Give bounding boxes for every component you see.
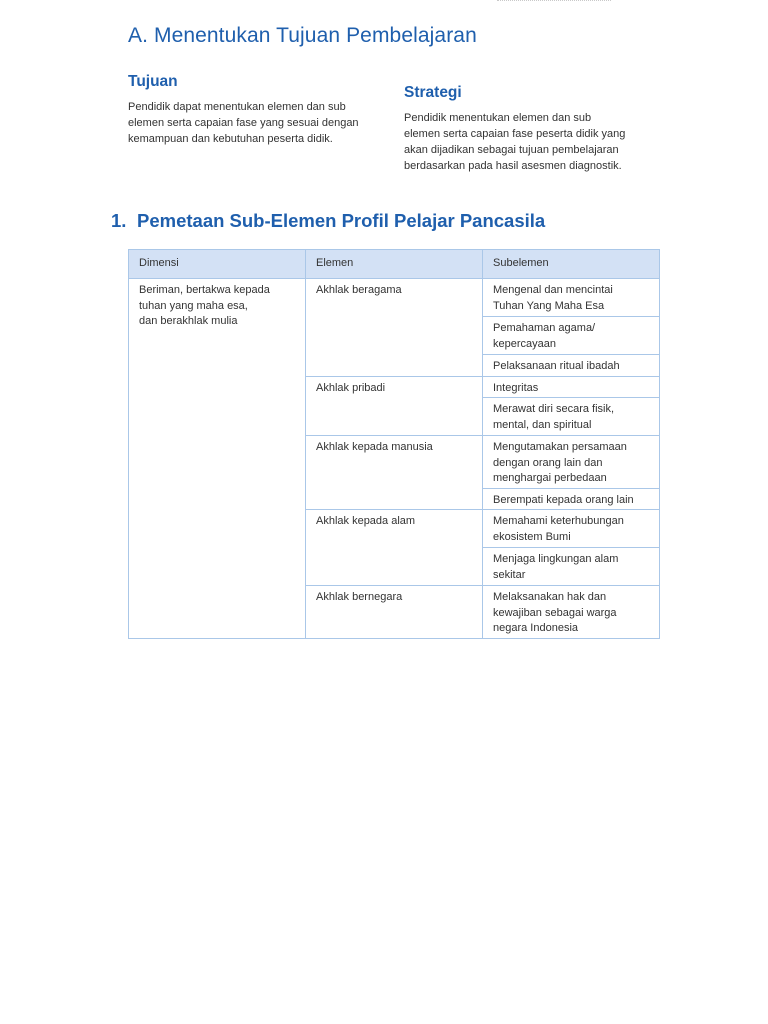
subsection-title: Pemetaan Sub-Elemen Profil Pelajar Pancasila: [137, 210, 546, 231]
element-cell: Akhlak pribadi: [306, 377, 483, 436]
subelement-cell: Merawat diri secara fisik, mental, dan spiritual: [483, 398, 660, 436]
header-elemen: Elemen: [306, 250, 483, 279]
element-cell: Akhlak kepada alam: [306, 510, 483, 586]
subelement-cell: Pelaksanaan ritual ibadah: [483, 355, 660, 377]
section-title: A. Menentukan Tujuan Pembelajaran: [128, 24, 477, 47]
header-subelemen: Subelemen: [483, 250, 660, 279]
subelement-cell: Integritas: [483, 377, 660, 398]
subelement-cell: Memahami keterhubungan ekosistem Bumi: [483, 510, 660, 548]
subelement-cell: Mengenal dan mencintai Tuhan Yang Maha Esa: [483, 279, 660, 317]
subsection-heading: [111, 210, 545, 232]
subelement-cell: Mengutamakan persamaan dengan orang lain dan menghargai perbedaan: [483, 436, 660, 489]
strategi-title: Strategi: [404, 84, 462, 101]
subsection-number: 1.: [111, 210, 127, 231]
top-dotted-rule: [497, 0, 611, 3]
element-cell: Akhlak bernegara: [306, 586, 483, 639]
tujuan-block: [128, 73, 378, 147]
subelement-cell: Melaksanakan hak dan kewajiban sebagai warga negara Indonesia: [483, 586, 660, 639]
element-cell: Akhlak beragama: [306, 279, 483, 377]
header-dimensi: Dimensi: [129, 250, 306, 279]
tujuan-text: Pendidik dapat menentukan elemen dan sub elemen serta capaian fase yang sesuai dengan kemampuan dan kebutuhan peserta didik.: [128, 101, 359, 145]
element-cell: Akhlak kepada manusia: [306, 436, 483, 510]
table-header-row: [129, 250, 660, 279]
profile-mapping-table: [128, 249, 660, 639]
dimension-cell: Beriman, bertakwa kepada tuhan yang maha esa, dan berakhlak mulia: [129, 279, 306, 639]
strategi-block: [404, 84, 654, 174]
table-row: [129, 279, 660, 317]
tujuan-title: Tujuan: [128, 73, 178, 90]
subelement-cell: Pemahaman agama/ kepercayaan: [483, 317, 660, 355]
subelement-cell: Berempati kepada orang lain: [483, 489, 660, 510]
subelement-cell: Menjaga lingkungan alam sekitar: [483, 548, 660, 586]
strategi-text: Pendidik menentukan elemen dan sub elemen serta capaian fase peserta didik yang akan dijadikan sebagai tujuan pembelajaran berdasarkan pada hasil asesmen diagnostik.: [404, 112, 626, 172]
